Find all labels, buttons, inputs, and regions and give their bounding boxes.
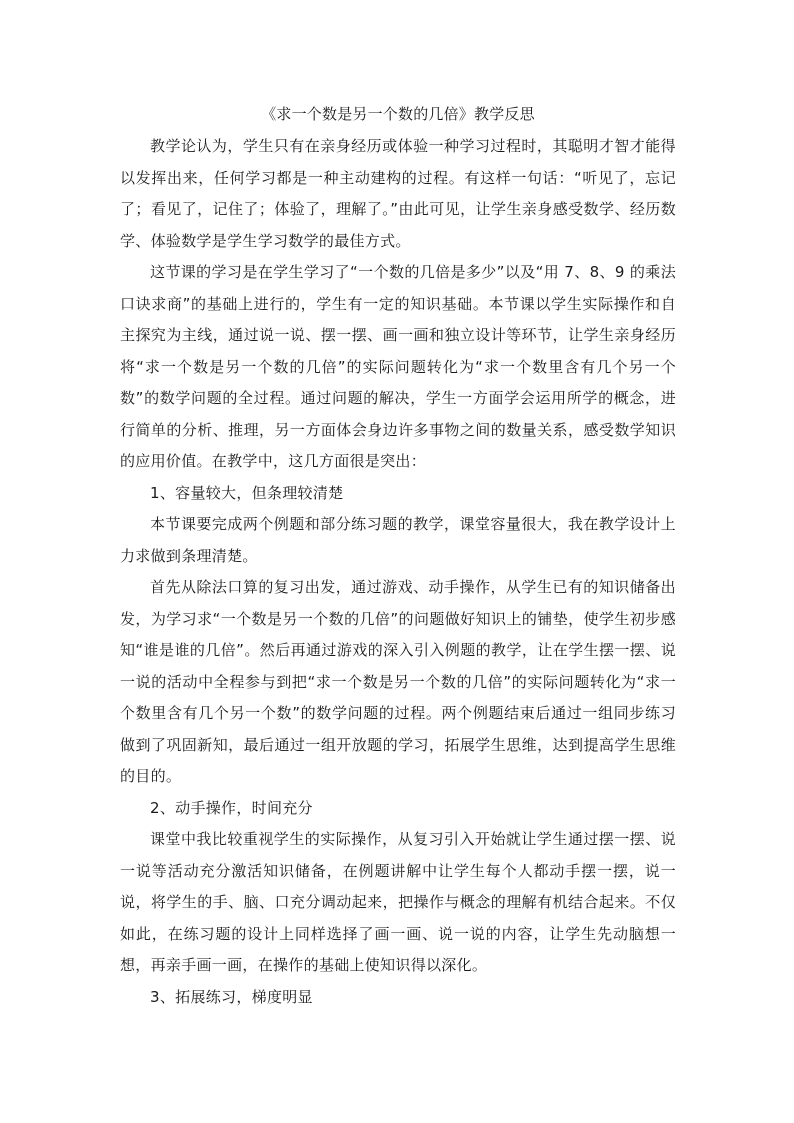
paragraph-section-2: 课堂中我比较重视学生的实际操作，从复习引入开始就让学生通过摆一摆、说一说等活动充分激活知识储备，在例题讲解中让学生每个人都动手摆一摆，说一说，将学生的手、脑、口充分调动起来，把操作与概念的理解有机结合起来。不仅如此，在练习题的设计上同样选择了画一画、说一说的内容，让学生先动脑想一想，再亲手画一画，在操作的基础上使知识得以深化。 <box>120 830 676 974</box>
section-heading-1: 1、容量较大，但条理较清楚 <box>150 483 344 502</box>
paragraph-lesson-overview: 这节课的学习是在学生学习了“一个数的几倍是多少”以及“用 7、8、9 的乘法口诀求商”的基础上进行的，学生有一定的知识基础。本节课以学生实际操作和自主探究为主线，通过说一说、摆一摆、画一画和独立设计等环节，让学生亲身经历将“求一个数是另一个数的几倍”的实际问题转化为“求一个数里含有几个另一个数”的数学问题的全过程。通过问题的解决，学生一方面学会运用所学的概念，进行简单的分析、推理，另一方面体会身边许多事物之间的数量关系，感受数学知识的应用价值。在教学中，这几方面很是突出： <box>120 263 676 470</box>
paragraph-section-1a: 本节课要完成两个例题和部分练习题的教学，课堂容量很大，我在教学设计上力求做到条理清楚。 <box>120 515 676 565</box>
section-heading-3: 3、拓展练习，梯度明显 <box>150 987 313 1006</box>
section-heading-2: 2、动手操作，时间充分 <box>150 798 313 817</box>
document-title: 《求一个数是另一个数的几倍》教学反思 <box>261 105 535 123</box>
paragraph-section-1b: 首先从除法口算的复习出发，通过游戏、动手操作，从学生已有的知识储备出发，为学习求“一个数是另一个数的几倍”的问题做好知识上的铺垫，使学生初步感知“谁是谁的几倍”。然后再通过游戏的深入引入例题的教学，让在学生摆一摆、说一说的活动中全程参与到把“求一个数是另一个数的几倍”的实际问题转化为“求一个数里含有几个另一个数”的数学问题的过程。两个例题结束后通过一组同步练习做到了巩固新知，最后通过一组开放题的学习，拓展学生思维，达到提高学生思维的目的。 <box>120 578 676 785</box>
paragraph-intro: 教学论认为，学生只有在亲身经历或体验一种学习过程时，其聪明才智才能得以发挥出来，任何学习都是一种主动建构的过程。有这样一句话：“听见了，忘记了；看见了，记住了；体验了，理解了。”由此可见，让学生亲身感受数学、经历数学、体验数学是学生学习数学的最佳方式。 <box>120 137 676 250</box>
document-body <box>120 103 676 1013</box>
